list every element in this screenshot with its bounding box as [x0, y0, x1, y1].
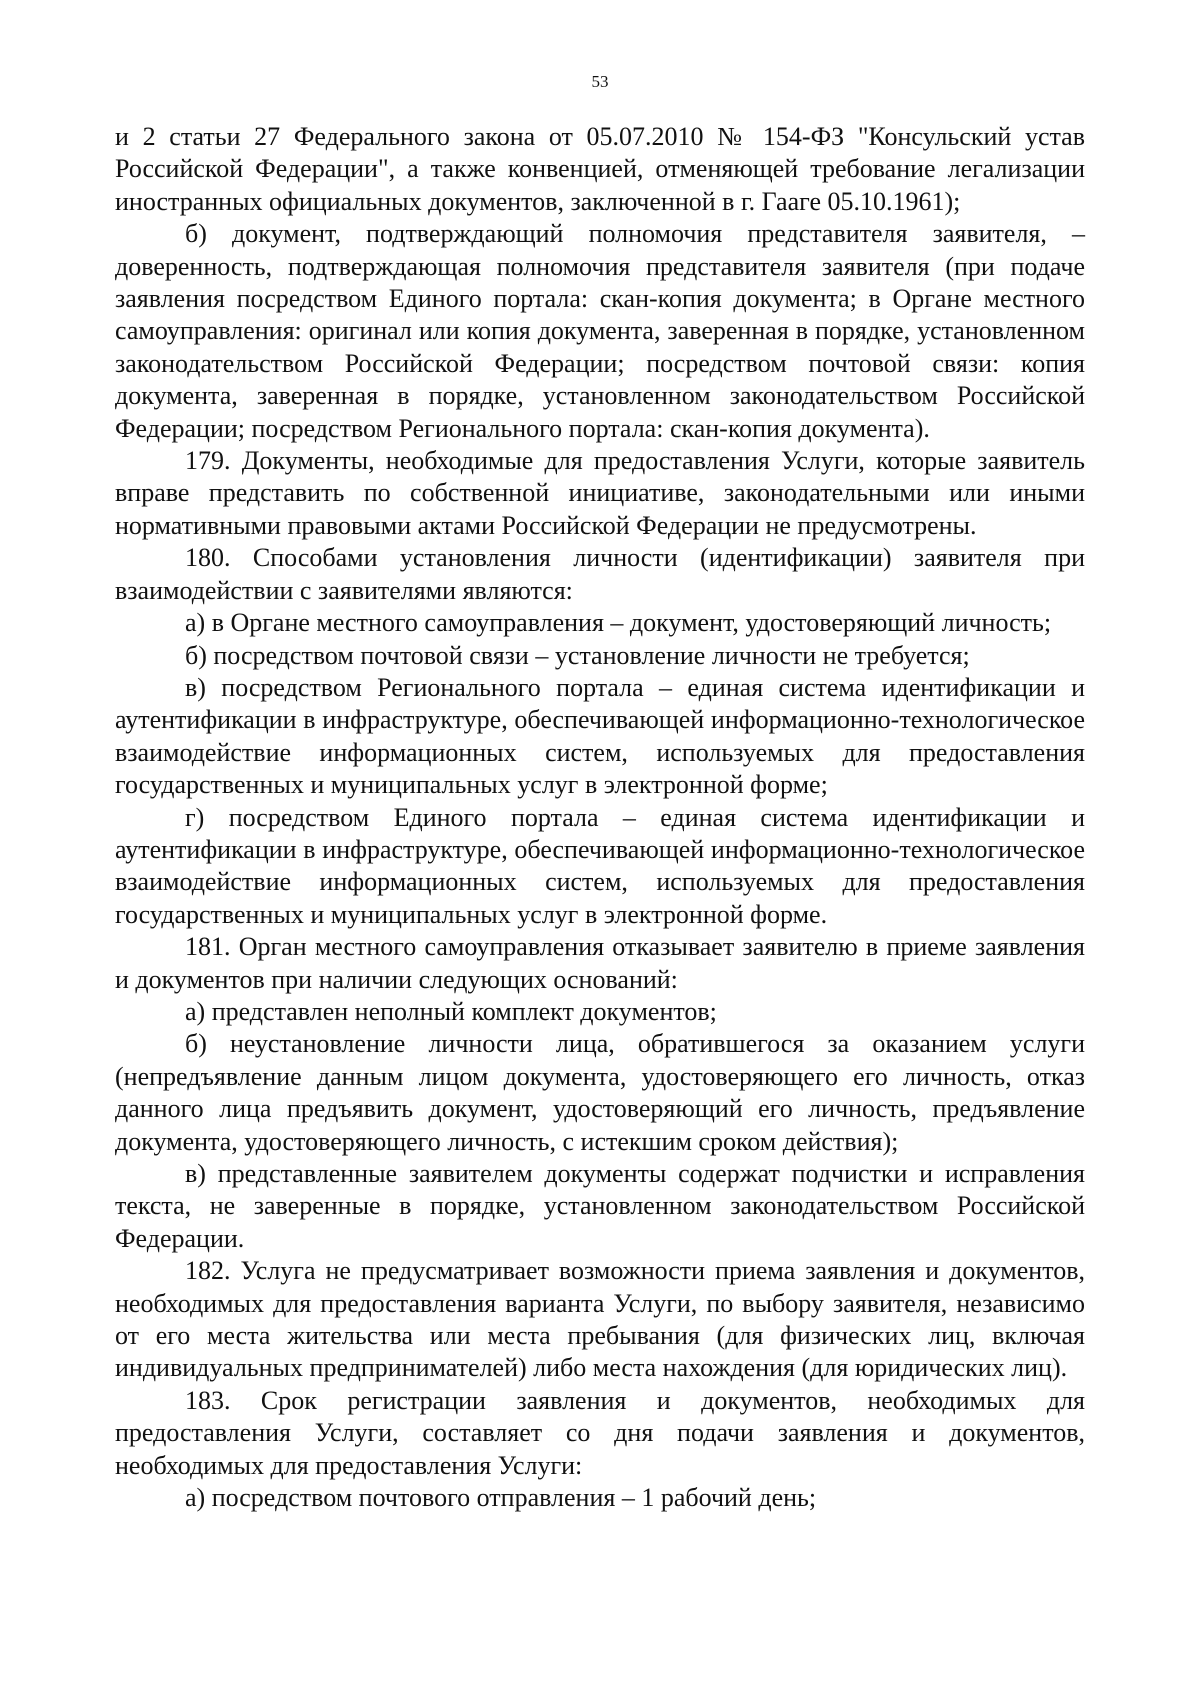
- paragraph-item-b-power-of-attorney: б) документ, подтверждающий полномочия представителя заявителя, – доверенность, подтверждающая полномочия представителя заявителя (при подаче заявления посредством Единого портала: скан-копия документа; в Органе местного самоуправления: оригинал или копия документа, заверенная в порядке, установленном законодательством Российской Федерации; посредством почтовой связи: копия документа, заверенная в порядке, установленном законодательством Российской Федерации; посредством Регионального портала: скан-копия документа).: [115, 219, 1085, 443]
- paragraph-181-b: б) неустановление личности лица, обратившегося за оказанием услуги (непредъявление данным лицом документа, удостоверяющего его личность, отказ данного лица предъявить документ, удостоверяющий его личность, предъявление документа, удостоверяющего личность, с истекшим сроком действия);: [115, 1029, 1085, 1156]
- paragraph-180-v: в) посредством Регионального портала – единая система идентификации и аутентификации в инфраструктуре, обеспечивающей информационно-технологическое взаимодействие информационных систем, используемых для предоставления государственных и муниципальных услуг в электронной форме;: [115, 672, 1085, 800]
- page-number: 53: [591, 72, 609, 91]
- paragraph-180-g: г) посредством Единого портала – единая система идентификации и аутентификации в инфраструктуре, обеспечивающей информационно-технологическое взаимодействие информационных систем, используемых для предоставления государственных и муниципальных услуг в электронной форме.: [115, 802, 1085, 929]
- paragraph-181-v: в) представленные заявителем документы содержат подчистки и исправления текста, не заверенные в порядке, установленном законодательством Российской Федерации.: [115, 1159, 1085, 1253]
- paragraph-181: 181. Орган местного самоуправления отказывает заявителю в приеме заявления и документов при наличии следующих оснований:: [115, 932, 1085, 994]
- paragraph-180-b: б) посредством почтовой связи – установление личности не требуется;: [185, 640, 970, 670]
- paragraph-180: 180. Способами установления личности (идентификации) заявителя при взаимодействии с заявителями являются:: [115, 543, 1085, 605]
- paragraph-183: 183. Срок регистрации заявления и документов, необходимых для предоставления Услуги, составляет со дня подачи заявления и документов, необходимых для предоставления Услуги:: [115, 1385, 1085, 1480]
- paragraph-179: 179. Документы, необходимые для предоставления Услуги, которые заявитель вправе представить по собственной инициативе, законодательными или иными нормативными правовыми актами Российской Федерации не предусмотрены.: [115, 446, 1085, 540]
- paragraph-180-a: а) в Органе местного самоуправления – документ, удостоверяющий личность;: [185, 608, 1052, 638]
- paragraph-183-a: а) посредством почтового отправления – 1 рабочий день;: [185, 1483, 817, 1513]
- paragraph-continuation: и 2 статьи 27 Федерального закона от 05.07.2010 № 154-ФЗ "Консульский устав Российской Федерации", а также конвенцией, отменяющей требование легализации иностранных официальных документов, заключенной в г. Гааге 05.10.1961);: [115, 122, 1085, 216]
- paragraph-182: 182. Услуга не предусматривает возможности приема заявления и документов, необходимых для предоставления варианта Услуги, по выбору заявителя, независимо от его места жительства или места пребывания (для физических лиц, включая индивидуальных предпринимателей) либо места нахождения (для юридических лиц).: [115, 1256, 1085, 1383]
- paragraph-181-a: а) представлен неполный комплект документов;: [185, 996, 717, 1026]
- document-body: [115, 121, 1085, 1514]
